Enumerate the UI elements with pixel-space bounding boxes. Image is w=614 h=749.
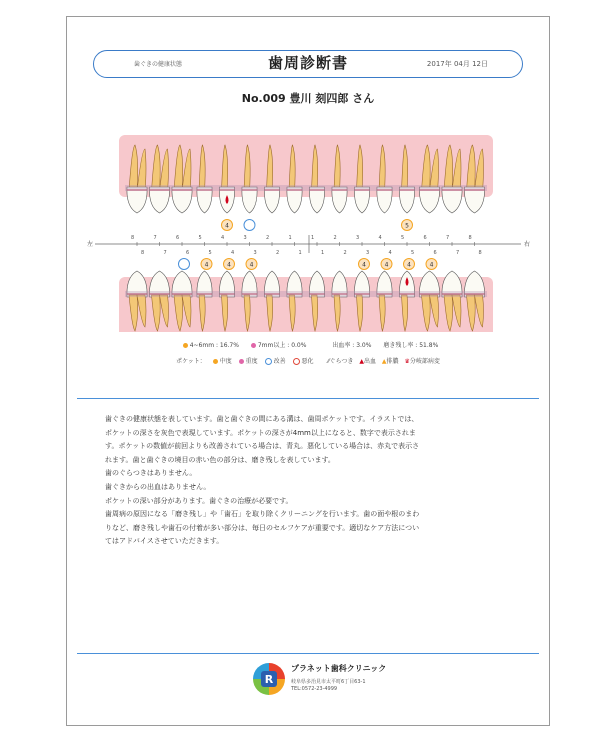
pocket-depth-value: 5 bbox=[405, 222, 409, 230]
tooth-number-upper: 7 bbox=[153, 235, 157, 241]
legend-stats bbox=[67, 340, 549, 349]
clinic-address: 岐阜県多治見市太平町6丁目63-1 bbox=[291, 679, 366, 685]
tooth-number-lower: 2 bbox=[343, 250, 347, 256]
description-line: ポケットの深い部分があります。歯ぐきの治療が必要です。 bbox=[105, 496, 293, 505]
pocket-4-6-dot bbox=[183, 343, 188, 348]
tooth-number-lower: 6 bbox=[433, 250, 437, 256]
pocket-marks bbox=[179, 220, 438, 270]
legend-plaque-rate: 磨き残し率 : 51.8% bbox=[383, 342, 439, 349]
lower-pocket-band bbox=[125, 291, 487, 297]
description-line: てはアドバイスさせていただきます。 bbox=[105, 537, 224, 546]
description-line: 歯ぐきからの出血はありません。 bbox=[105, 482, 211, 491]
legend-symbols bbox=[67, 356, 549, 365]
clinic-name: プラネット歯科クリニック bbox=[291, 664, 387, 673]
legend-bleeding-rate: 出血率 : 3.0% bbox=[332, 342, 372, 349]
legend-bleeding: 出血 bbox=[363, 358, 376, 365]
description-line: 歯のぐらつきはありません。 bbox=[105, 469, 197, 478]
tooth-number-lower: 5 bbox=[208, 250, 212, 256]
description-line: 歯ぐきの健康状態を表しています。歯と歯ぐきの間にある溝は、歯周ポケットです。イラストでは、 bbox=[105, 415, 419, 423]
upper-pocket-band bbox=[125, 185, 487, 191]
left-side-label: 左 bbox=[87, 241, 94, 248]
diagnosis-description bbox=[105, 413, 515, 549]
legend-pocket-label: ポケット： bbox=[176, 358, 206, 365]
patient-name: No.009 豊川 刻四郎 さん bbox=[241, 92, 375, 105]
description-line: りなど、磨き残しや歯石の付着が多い部分は、毎日のセルフケアが重要です。適切なケア方法につい bbox=[105, 523, 420, 532]
tooth-numbers bbox=[131, 235, 482, 256]
description-line: す。ポケットの数値が前回よりも改善されている場合は、青丸。悪化している場合は、赤丸で表示さ bbox=[105, 442, 420, 451]
tooth-number-lower: 4 bbox=[231, 250, 235, 256]
tooth-number-upper: 7 bbox=[446, 235, 450, 241]
description-line: れます。歯と歯ぐきの境目の赤い色の部分は、磨き残しを表しています。 bbox=[105, 455, 335, 464]
tooth-number-upper: 5 bbox=[198, 235, 202, 241]
pocket-depth-value: 4 bbox=[227, 261, 231, 269]
pocket-depth-value: 4 bbox=[204, 261, 209, 269]
furcation-crown-icon: ♛ bbox=[404, 358, 410, 365]
moderate-dot bbox=[213, 359, 218, 364]
tooth-number-lower: 8 bbox=[141, 250, 145, 256]
pocket-depth-value: 4 bbox=[407, 261, 411, 269]
tooth-number-lower: 8 bbox=[478, 250, 482, 256]
pocket-depth-value: 4 bbox=[429, 261, 434, 269]
pocket-depth-value: 4 bbox=[384, 261, 389, 269]
periodontal-chart bbox=[81, 127, 537, 332]
tooth-number-lower: 5 bbox=[411, 250, 415, 256]
improved-ring bbox=[179, 259, 190, 270]
tooth-number-upper: 3 bbox=[243, 235, 247, 241]
legend-improved: 改善 bbox=[273, 358, 286, 365]
tooth-number-upper: 4 bbox=[378, 235, 382, 241]
tooth-number-lower: 2 bbox=[276, 250, 280, 256]
legend-pus: 排膿 bbox=[386, 358, 399, 365]
page-title: 歯周診断書 bbox=[267, 54, 348, 72]
tooth-number-upper: 8 bbox=[468, 235, 472, 241]
diagnosis-sheet bbox=[66, 16, 550, 726]
tooth-number-upper: 6 bbox=[176, 235, 180, 241]
improved-ring bbox=[244, 220, 255, 231]
worsened-ring-icon bbox=[293, 358, 300, 365]
tooth-number-lower: 4 bbox=[388, 250, 392, 256]
pocket-depth-value: 4 bbox=[362, 261, 366, 269]
right-side-label: 右 bbox=[524, 241, 531, 248]
tooth-number-lower: 7 bbox=[456, 250, 460, 256]
pocket-7plus-dot bbox=[251, 343, 256, 348]
tooth-number-upper: 1 bbox=[311, 235, 315, 241]
report-date: 2017年 04月 12日 bbox=[426, 60, 488, 68]
legend-worsened: 悪化 bbox=[301, 358, 314, 365]
tooth-number-lower: 1 bbox=[298, 250, 302, 256]
clinic-logo-icon bbox=[251, 661, 287, 697]
pus-drop-icon: ▲ bbox=[381, 358, 387, 365]
legend-mobility: ぐらつき bbox=[329, 358, 354, 365]
bleeding-drop-icon: ▲ bbox=[359, 358, 364, 365]
legend-moderate: 中度 bbox=[219, 358, 232, 365]
legend-furcation: 分岐部病変 bbox=[409, 358, 440, 365]
tooth-number-lower: 7 bbox=[163, 250, 167, 256]
tooth-number-upper: 2 bbox=[266, 235, 270, 241]
footer-divider bbox=[77, 653, 539, 654]
description-line: 歯周病の原因になる「磨き残し」や「歯石」を取り除くクリーニングを行います。歯の面や根のまわ bbox=[105, 510, 420, 519]
tooth-number-upper: 2 bbox=[333, 235, 337, 241]
header-left-label: 歯ぐきの健康状態 bbox=[134, 61, 183, 68]
tooth-number-upper: 4 bbox=[221, 235, 225, 241]
tooth-number-upper: 6 bbox=[423, 235, 427, 241]
tooth-number-lower: 3 bbox=[253, 250, 257, 256]
tooth-number-lower: 3 bbox=[366, 250, 370, 256]
upper-jaw bbox=[119, 135, 493, 213]
tooth-number-lower: 1 bbox=[321, 250, 325, 256]
improved-ring-icon bbox=[265, 358, 272, 365]
legend-severe: 重度 bbox=[245, 358, 258, 365]
tooth-number-lower: 6 bbox=[186, 250, 190, 256]
pocket-depth-value: 4 bbox=[249, 261, 254, 269]
header-pill bbox=[93, 50, 523, 78]
logo-letter: R bbox=[264, 673, 274, 686]
tooth-number-upper: 8 bbox=[131, 235, 135, 241]
lower-jaw bbox=[119, 271, 493, 332]
pocket-depth-value: 4 bbox=[225, 222, 229, 230]
section-divider bbox=[77, 398, 539, 399]
tooth-number-upper: 1 bbox=[288, 235, 292, 241]
legend-pocket-7plus: 7mm以上 : 0.0% bbox=[257, 342, 307, 349]
legend-pocket-4-6: 4~6mm : 16.7% bbox=[189, 342, 239, 349]
severe-dot bbox=[239, 359, 244, 364]
tooth-number-upper: 5 bbox=[401, 235, 405, 241]
tooth-number-upper: 3 bbox=[356, 235, 360, 241]
clinic-tel: TEL:0572-23-4999 bbox=[291, 686, 338, 692]
description-line: ポケットの深さを灰色で表現しています。ポケットの深さが4mm以上になると、数字で表示されま bbox=[105, 428, 416, 437]
mobility-icon: ⁄⁄ bbox=[327, 358, 330, 365]
